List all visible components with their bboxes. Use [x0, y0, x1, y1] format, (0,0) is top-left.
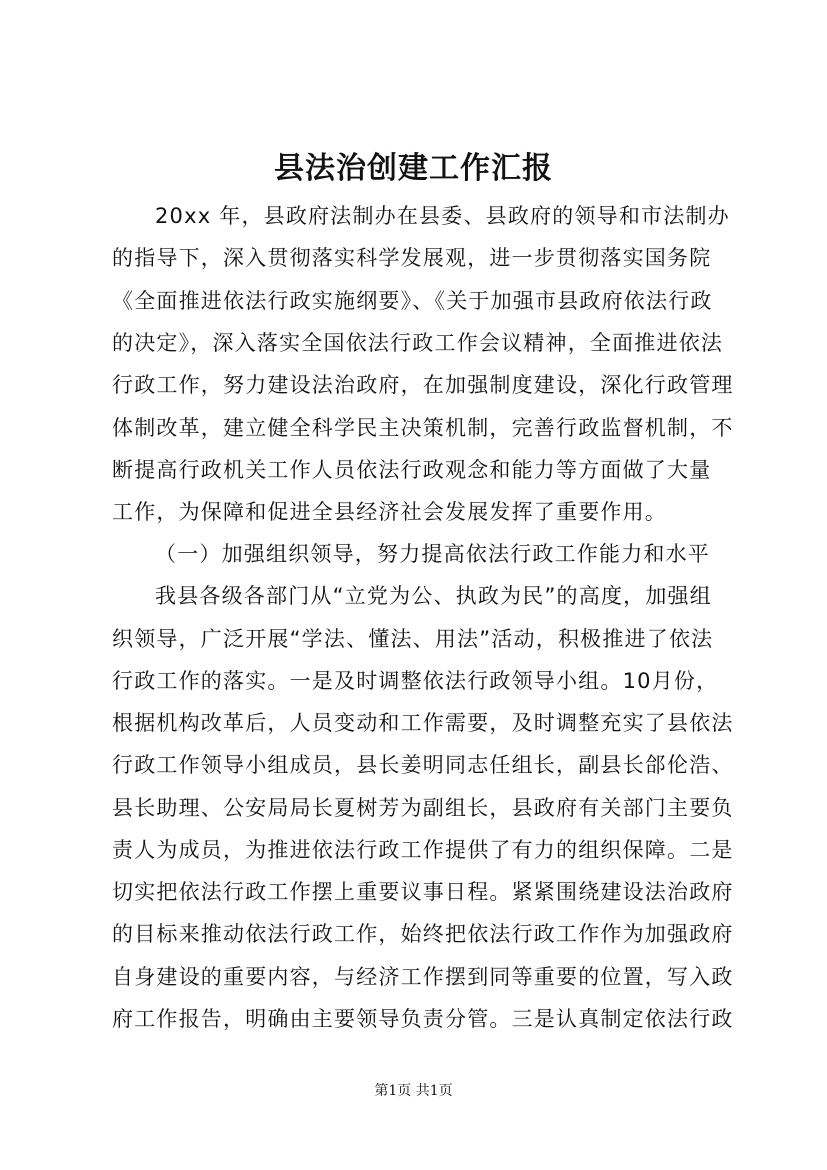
paragraph-line: 织领导，广泛开展“学法、懂法、用法”活动，积极推进了依法	[112, 627, 714, 651]
paragraph-line: 《全面推进依法行政实施纲要》、《关于加强市县政府依法行政	[112, 289, 713, 313]
paragraph-line: 工作，为保障和促进全县经济社会发展发挥了重要作用。	[112, 500, 667, 524]
paragraph-line: 的目标来推动依法行政工作，始终把依法行政工作作为加强政府	[112, 922, 734, 946]
paragraph-line: 府工作报告，明确由主要领导负责分管。三是认真制定依法行政	[112, 1007, 734, 1031]
page-footer: 第1页 共1页	[374, 1083, 453, 1099]
paragraph-line: 的决定》，深入落实全国依法行政工作会议精神，全面推进依法	[112, 331, 724, 355]
paragraph-line: 行政工作，努力建设法治政府，在加强制度建设，深化行政管理	[112, 373, 734, 397]
paragraph-line: 根据机构改革后，人员变动和工作需要，及时调整充实了县依法	[112, 711, 734, 735]
paragraph-line: 体制改革，建立健全科学民主决策机制，完善行政监督机制，不	[112, 416, 734, 440]
paragraph-line: 我县各级各部门从“立党为公、执政为民”的高度，加强组	[155, 584, 712, 608]
paragraph-line: 县长助理、公安局局长夏树芳为副组长，县政府有关部门主要负	[112, 796, 734, 820]
paragraph-line: 自身建设的重要内容，与经济工作摆到同等重要的位置，写入政	[112, 965, 734, 989]
paragraph-line: 20xx 年，县政府法制办在县委、县政府的领导和市法制办	[155, 204, 730, 228]
document-title: 县法治创建工作汇报	[274, 151, 553, 186]
section-heading: （一）加强组织领导，努力提高依法行政工作能力和水平	[155, 542, 710, 566]
paragraph-line: 行政工作的落实。一是及时调整依法行政领导小组。10月份，	[112, 669, 719, 693]
paragraph-line: 切实把依法行政工作摆上重要议事日程。紧紧围绕建设法治政府	[112, 880, 734, 904]
paragraph-line: 责人为成员，为推进依法行政工作提供了有力的组织保障。二是	[112, 838, 734, 862]
paragraph-line: 断提高行政机关工作人员依法行政观念和能力等方面做了大量	[112, 458, 712, 482]
paragraph-line: 的指导下，深入贯彻落实科学发展观，进一步贯彻落实国务院	[112, 246, 712, 270]
paragraph-line: 行政工作领导小组成员，县长姜明同志任组长，副县长郃伦浩、	[112, 753, 734, 777]
